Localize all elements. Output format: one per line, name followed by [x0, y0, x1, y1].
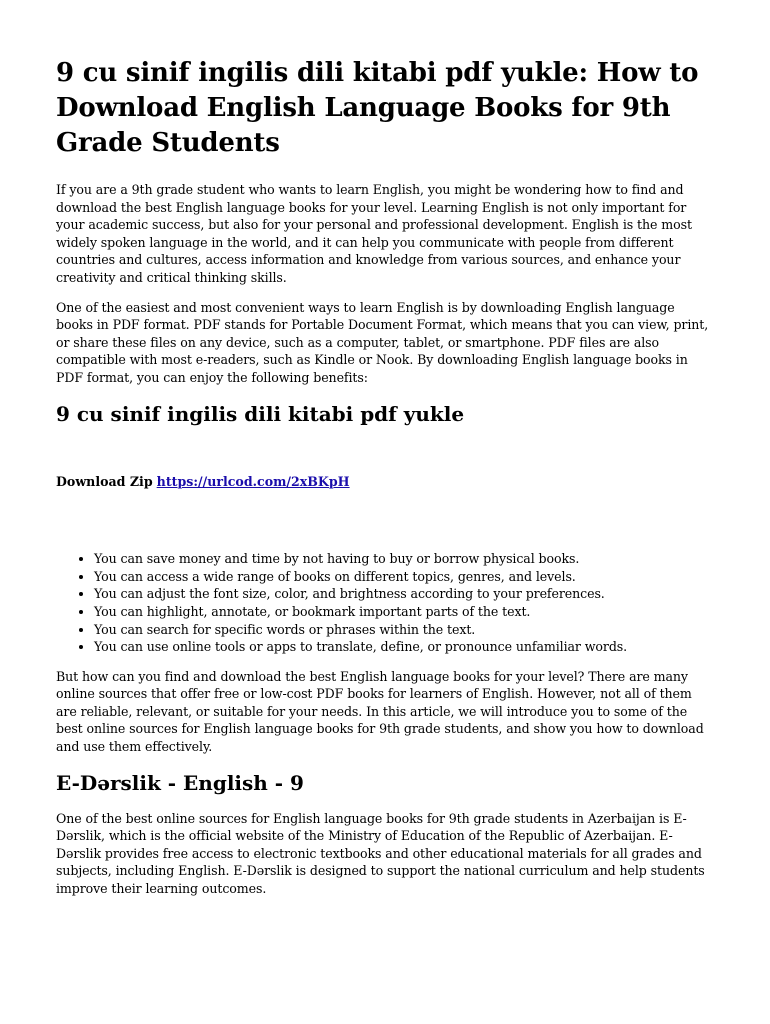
benefits-list — [56, 550, 714, 656]
list-item: • You can adjust the font size, color, and brightness according to your preferences. — [94, 585, 714, 603]
list-item: • You can highlight, annotate, or bookmark important parts of the text. — [94, 603, 714, 621]
section-heading: E-Dərslik - English - 9 — [56, 770, 304, 795]
article-title: 9 cu sinif ingilis dili kitabi pdf yukle: How to Download English Language Books for 9th Grade Students — [56, 58, 699, 158]
download-line — [56, 473, 714, 491]
subheading: 9 cu sinif ingilis dili kitabi pdf yukle — [56, 401, 465, 426]
sources-paragraph: But how can you find and download the best English language books for your level? There are many online sources that offer free or low-cost PDF books for learners of English. However, not all of them are reliable, relevant, or suitable for your needs. In this article, we will introduce you to some of the best online sources for English language books for 9th grade students, and show you how to download and use them effectively. — [56, 668, 704, 755]
list-item: • You can save money and time by not having to buy or borrow physical books. — [94, 550, 714, 568]
download-label: Download Zip — [56, 473, 153, 489]
intro-paragraph: If you are a 9th grade student who wants to learn English, you might be wondering how to find and download the best English language books for your level. Learning English is not only important for your academic success, but also for your personal and professional development. English is the most widely spoken language in the world, and it can help you communicate with people from different countries and cultures, access information and knowledge from various sources, and enhance your creativity and critical thinking skills. — [56, 182, 692, 285]
list-item: • You can access a wide range of books on different topics, genres, and levels. — [94, 568, 714, 586]
list-item: • You can use online tools or apps to translate, define, or pronounce unfamiliar words. — [94, 638, 714, 656]
pdf-benefits-intro-paragraph: One of the easiest and most convenient ways to learn English is by downloading English language books in PDF format. PDF stands for Portable Document Format, which means that you can view, print, or share these files on any device, such as a computer, tablet, or smartphone. PDF files are also compatible with most e-readers, such as Kindle or Nook. By downloading English language books in PDF format, you can enjoy the following benefits: — [56, 299, 709, 385]
section-paragraph: One of the best online sources for English language books for 9th grade students in Azerbaijan is E-Dərslik, which is the official website of the Ministry of Education of the Republic of Azerbaijan. E-Dərslik provides free access to electronic textbooks and other educational materials for all grades and subjects, including English. E-Dərslik is designed to support the national curriculum and help students improve their learning outcomes. — [56, 810, 705, 897]
download-link[interactable]: https://urlcod.com/2xBKpH — [156, 473, 350, 489]
list-item: • You can search for specific words or phrases within the text. — [94, 621, 714, 639]
